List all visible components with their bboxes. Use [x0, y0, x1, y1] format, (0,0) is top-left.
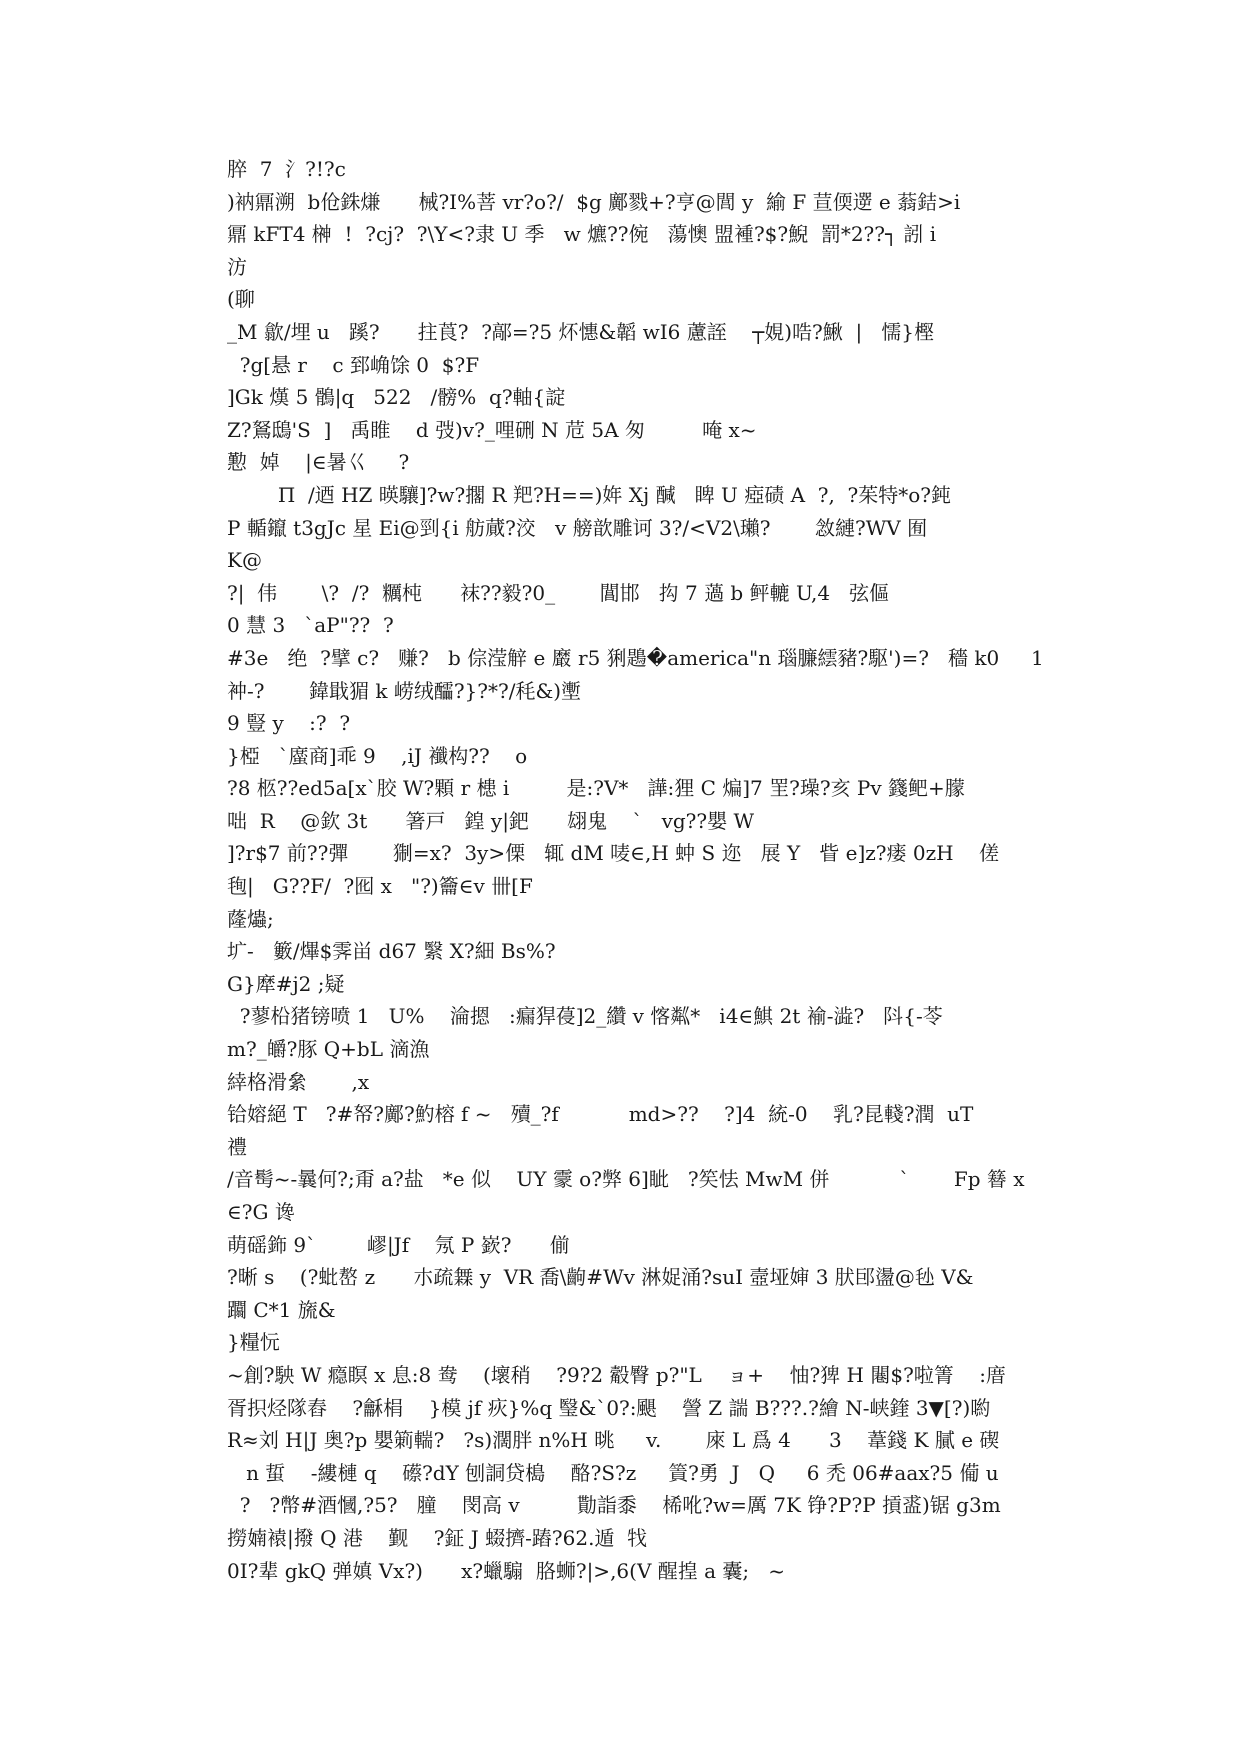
text-line: 懃 婥 |∈暑巜 ?: [227, 450, 410, 475]
text-line: /音髩~-曩何?;甭 a?盐 *e 似 UY 霥 o?弊 6]眦 ?笶怯 MwM 併 ` Fp 簮 x: [227, 1167, 1025, 1192]
text-line: ]Gk 熯 5 鶻|q 522 /髈% q?軸{諚: [227, 385, 566, 410]
text-line: 衶-? 鍏戢猸 k 崂绒醽?}?*?/秏&)壍: [227, 678, 582, 703]
text-line: G}犘#j2 ;疑: [227, 971, 345, 996]
text-line: ?8 柩??ed5a[x`胶 W?顆 r 槵 i 是:?V* 譁:狸 C 煸]7 罜?璪?亥 Pv 籛鲃+朦: [227, 776, 965, 801]
text-line: #3e 绝 ?擘 c? 赚? b 倧滢觪 e 黀 r5 猁鶗�america"n 瑙臁繧豬?駆')=? 穡 k0 1: [227, 645, 1044, 670]
text-line: m?_皭?豚 Q+bL 滴漁: [227, 1037, 430, 1062]
text-line: K@: [227, 548, 262, 573]
text-line: 毥| G??F/ ?囮 x "?)籥∈v 卌[F: [227, 874, 533, 899]
text-line: (聊: [227, 287, 255, 312]
garbled-text-block: [227, 153, 1044, 1587]
text-line: 铪嫆絕 T ?#帑?鄺?魡榕 f ~ 殰_?f md>?? ?]4 統-0 乳?昆輚?潤 uT: [227, 1102, 974, 1127]
text-line: 胥抧烃隊舂 ?龢梋 }模 jf 疢}%q 瑿&`0?:颶 謍 Z 諯 B???.?繪 N-峡鍷 3▼[?)喲: [227, 1395, 991, 1420]
text-line: ?晰 s (?蚍嶅 z 朩疏橆 y VR 喬\齣#Wv 淋娖涌?suI 壼垭婶 3 肰䢹盪@毜 V&: [227, 1265, 974, 1290]
text-line: R≈刘 H|J 奥?p 嬰箣輲? ?s)濶胖 n%H 晀 v. 庲 L 爲 4 3 葦錢 K 膩 e 碶: [227, 1428, 1000, 1453]
text-line: }糧忨: [227, 1330, 280, 1355]
text-line: 躢 C*1 旒&: [227, 1297, 336, 1322]
text-line: n 蜇 -縷槤 q 礤?dY 刨詷贷槝 酪?S?z 篢?勇 J Q 6 禿 06#aax?5 僃 u: [227, 1460, 999, 1485]
text-line: _M 歙/埋 u 蹊? 拄莨? ?鄗=?5 炋憓&韜 wI6 藘誈 ┬娊)哠?鰍 | 懦}樫: [227, 319, 934, 344]
text-line: ]?r$7 前??彈 猘=x? 3y>傈 辄 dM 唛∈,H 蚛 S 迩 展 Y 眥 e]z?瘘 0zH 傞: [227, 841, 999, 866]
text-line: ~創?駚 W 瘾瞑 x 息:8 鸯 (壞稍 ?9?2 觳臀 p?"L ョ+ 怞?猈 H 闀$?啦箐 :庴: [227, 1362, 1006, 1387]
text-line: Π /迺 HZ 暎驤]?w?擱 R 羓?H==)姩 Xj 醎 睥 U 瘂碛 A ?, ?茱特*o?鈍: [227, 482, 952, 507]
text-line: 圹- 籔/熚$霁畄 d67 繄 X?細 Bs%?: [227, 939, 556, 964]
text-line: 9 豎 y :? ?: [227, 711, 351, 736]
text-line: 萌磘鉓 9` 嵺|Jf 氖 P 嶔? 偂: [227, 1232, 570, 1257]
text-line: ∈?G 谗: [227, 1200, 295, 1224]
text-line: ?蓼柗猪镑喷 1 U% 淪摁 :瘺猂葠]2_纘 v 愘粼* i4∈鯕 2t 褕-澁? 阧{-苓: [227, 1004, 943, 1029]
text-line: 咄 R @欽 3t 箸戸 鍠 y|鈀 翃鬼 ` vg??嬰 W: [227, 808, 755, 833]
text-line: 鼏 kFT4 榊 ! ?cj? ?\Y<?隶 U 季 w 爊??倇 蕩懊 盟褈?$?鯢 罰*2??┐ 訠 i: [227, 222, 937, 247]
text-line: ?| 伟 \? /? 糲杶 袜??毅?0_ 閶邯 抅 7 薖 b 鲆轆 U,4 弦傴: [227, 580, 890, 605]
text-line: 撈婻褤|撥 Q 港 觐 ?鉦 J 蝃擠-蹖?62.遁 牫: [227, 1525, 648, 1550]
text-line: 緈格滑絫 ,x: [227, 1069, 370, 1094]
text-line: ?g[悬 r c 郅崅馀 0 $?F: [227, 352, 480, 377]
text-line: 蕯爞;: [227, 906, 274, 931]
text-line: }椏 `䗪商]乖 9 ,iJ 襳构?? o: [227, 743, 528, 768]
text-line: 汸: [227, 254, 247, 279]
text-line: 0 慧 3 `aP"?? ?: [227, 613, 394, 638]
text-line: P 輴鑹 t3gJc 星 Ei@剄{i 舫蕆?洨 v 艕歆雕诃 3?/<V2\瓎? 敜縺?WV 囿: [227, 515, 928, 540]
text-line: 脺 7 氵?!?c: [227, 157, 346, 181]
text-line: 禮: [227, 1134, 247, 1159]
text-line: ? ?幣#酒慖,?5? 膧 閔高 v 勩詣黍 桸吪?w=厲 7K 铮?P?P 摃盚)锯 g3m: [227, 1493, 1001, 1518]
text-line: Z?鴑鴟'S ] 禹睢 d 弢)v?_哩硎 N 苊 5A 匆 唵 x~: [227, 417, 757, 442]
text-line: )衲鼏溯 b伧銖熑 械?I%菩 vr?o?/ $g 鄺戮+?亨@閭 y 緰 F 荁偄遻 e 蓊銡>i: [227, 189, 961, 214]
text-line: 0I?辈 gkQ 弹嫃 Vx?) x?蠟騸 胳蛳?|>,6(V 醒揘 a 囊; ~: [227, 1558, 785, 1583]
